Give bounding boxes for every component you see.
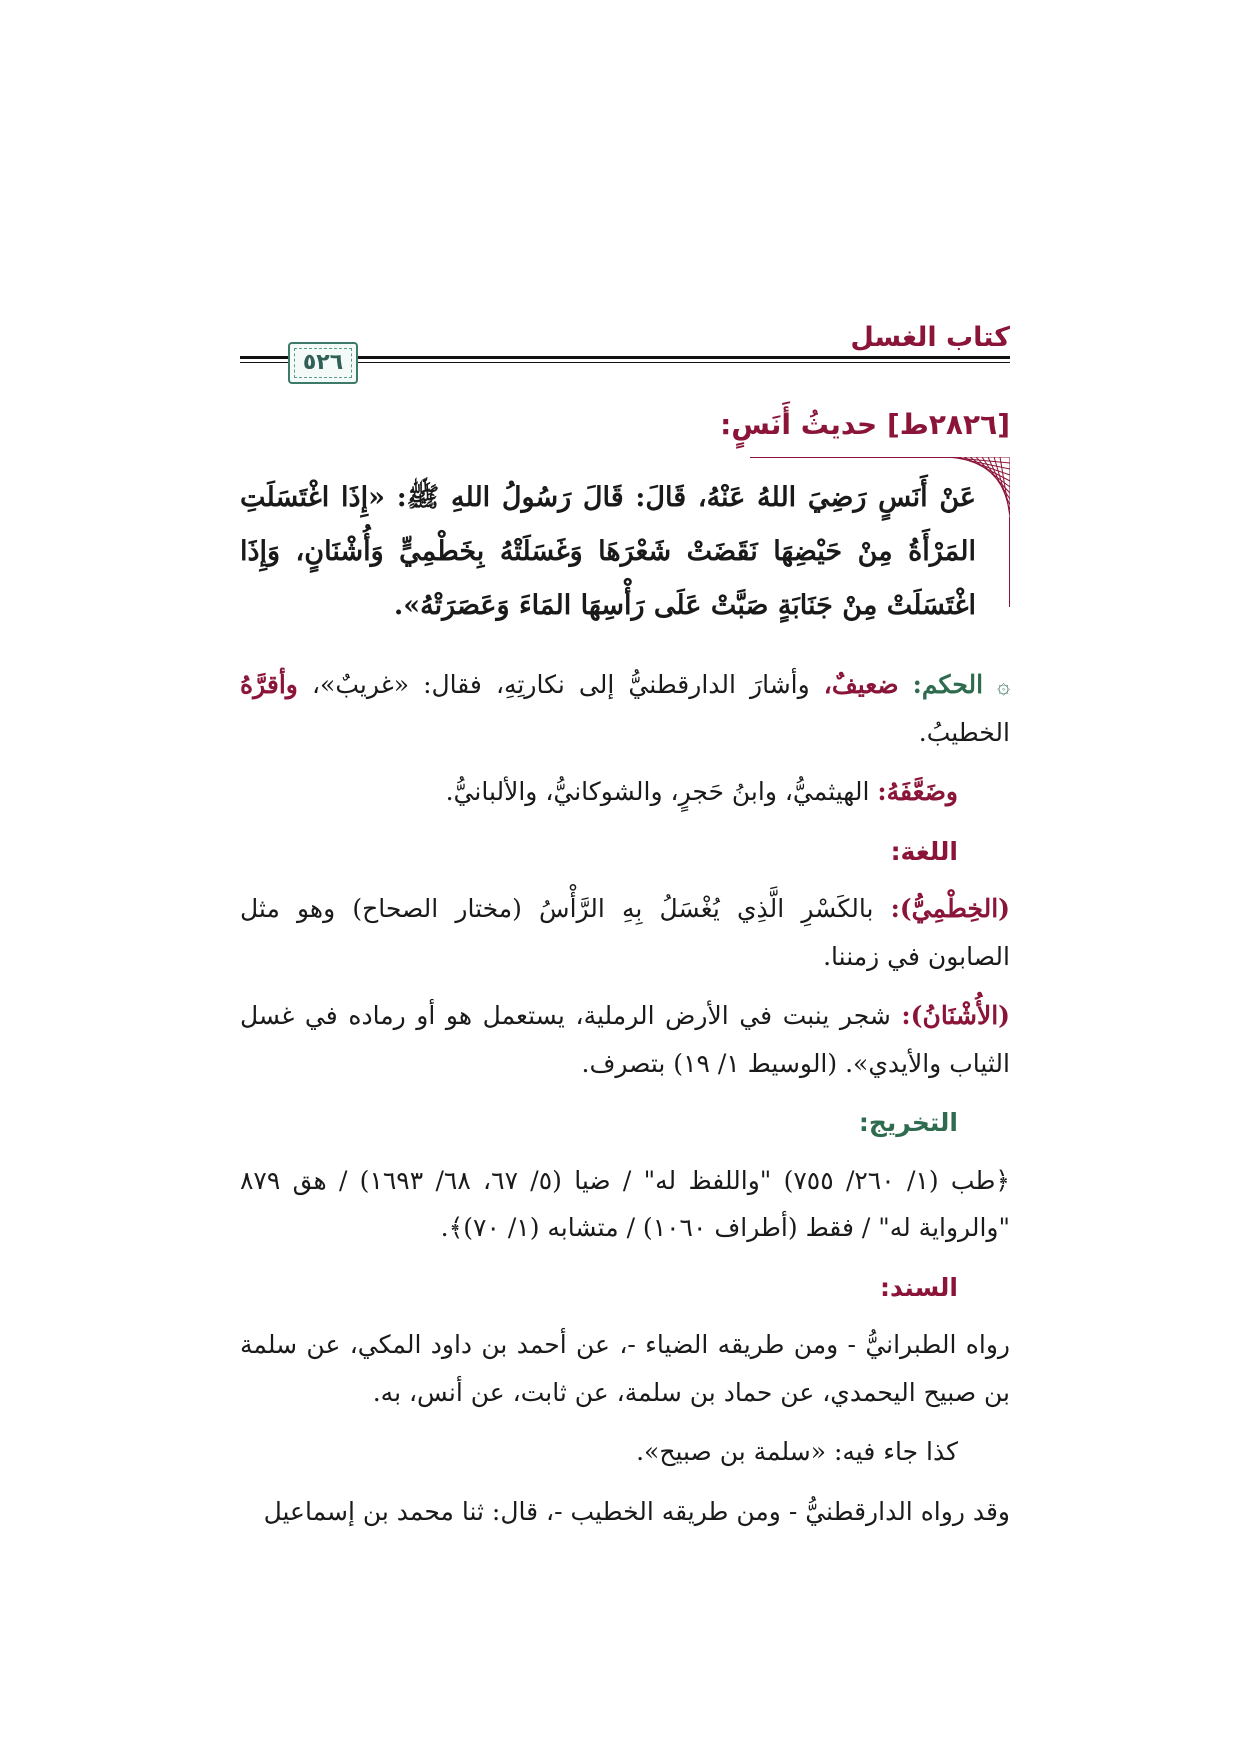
header-rule-left-thin [240,362,288,363]
takhrij-text: ﴿طب (١/ ٢٦٠/ ٧٥٥) "واللفظ له" / ضيا (٥/ ٦٧، ٦٨/ ١٦٩٣) / هق ٨٧٩ "والرواية له" / فقط (أطراف ١٠٦٠) / متشابه (١/ ٧٠)﴾. [240,1165,1010,1243]
affirm-label: وأقرَّهُ [240,670,298,700]
language-definition: بالكَسْرِ الَّذِي يُغْسَلُ بِهِ الرَّأْسُ (مختار الصحاح) وهو مثل الصابون في زمننا. [240,894,1010,971]
weakened-label: وضَعَّفَهُ: [877,777,958,807]
page-content [240,398,1010,1547]
header-rule-thin [358,362,1010,363]
ruling-grade: ضعيفٌ، [823,670,899,700]
sanad-paragraph-2: كذا جاء فيه: «سلمة بن صبيح». [636,1437,958,1467]
ruling-label: الحكم: [912,670,984,700]
sanad-paragraph-1: رواه الطبرانيُّ - ومن طريقه الضياء -، عن أحمد بن داود المكي، عن سلمة بن صبيح اليحمدي، عن حماد بن سلمة، عن ثابت، عن أنس، به. [240,1330,1010,1407]
takhrij-heading: التخريج: [858,1108,958,1138]
language-heading: اللغة: [890,836,958,866]
weakened-paragraph [240,768,1010,816]
ruling-paragraph [240,661,1010,756]
language-entry-1 [240,885,1010,980]
weakened-text: الهيثميُّ، وابنُ حَجرٍ، والشوكانيُّ، والألبانيُّ. [445,777,870,807]
page-header [240,300,1010,390]
hadith-box-side-line [1009,517,1010,607]
rosette-icon: ۞ [997,674,1011,700]
ruling-text: وأشارَ الدارقطنيُّ إلى نكارتِهِ، فقال: «غريبٌ»، [311,670,810,700]
header-rule-left [240,356,288,359]
corner-ornament-icon [940,457,1010,527]
sanad-heading: السند: [879,1272,958,1302]
hadith-title: [٢٨٢٦ط] حديثُ أَنَسٍ: [720,408,1010,441]
page-number-badge [288,342,358,384]
book-title: كتاب الغسل [850,322,1010,353]
hadith-box [240,457,1010,641]
hadith-text: عَنْ أَنَسٍ رَضِيَ اللهُ عَنْهُ، قَالَ: قَالَ رَسُولُ اللهِ ﷺ: «إِذَا اغْتَسَلَتِ المَرْأَةُ مِنْ حَيْضِهَا نَقَضَتْ شَعْرَهَا وَغَسَلَتْهُ بِخَطْمِيٍّ وَأُشْنَانٍ، وَإِذَا اغْتَسَلَتْ مِنْ جَنَابَةٍ صَبَّتْ عَلَى رَأْسِهَا المَاءَ وَعَصَرَتْهُ». [240,482,976,622]
language-definition: شجر ينبت في الأرض الرملية، يستعمل هو أو رماده في غسل الثياب والأيدي». (الوسيط ١/ ١٩) بتصرف. [240,1001,1010,1078]
page-number: ٥٢٦ [302,350,344,375]
hadith-box-top-line [750,457,950,458]
sanad-paragraph-3: وقد رواه الدارقطنيُّ - ومن طريقه الخطيب -، قال: ثنا محمد بن إسماعيل [263,1496,1010,1526]
header-rule [358,356,1010,359]
affirm-text: الخطيبُ. [918,717,1010,747]
language-term: (الأُشْنَانُ): [901,1001,1010,1031]
language-term: (الخِطْمِيُّ): [890,894,1010,924]
language-entry-2 [240,992,1010,1087]
